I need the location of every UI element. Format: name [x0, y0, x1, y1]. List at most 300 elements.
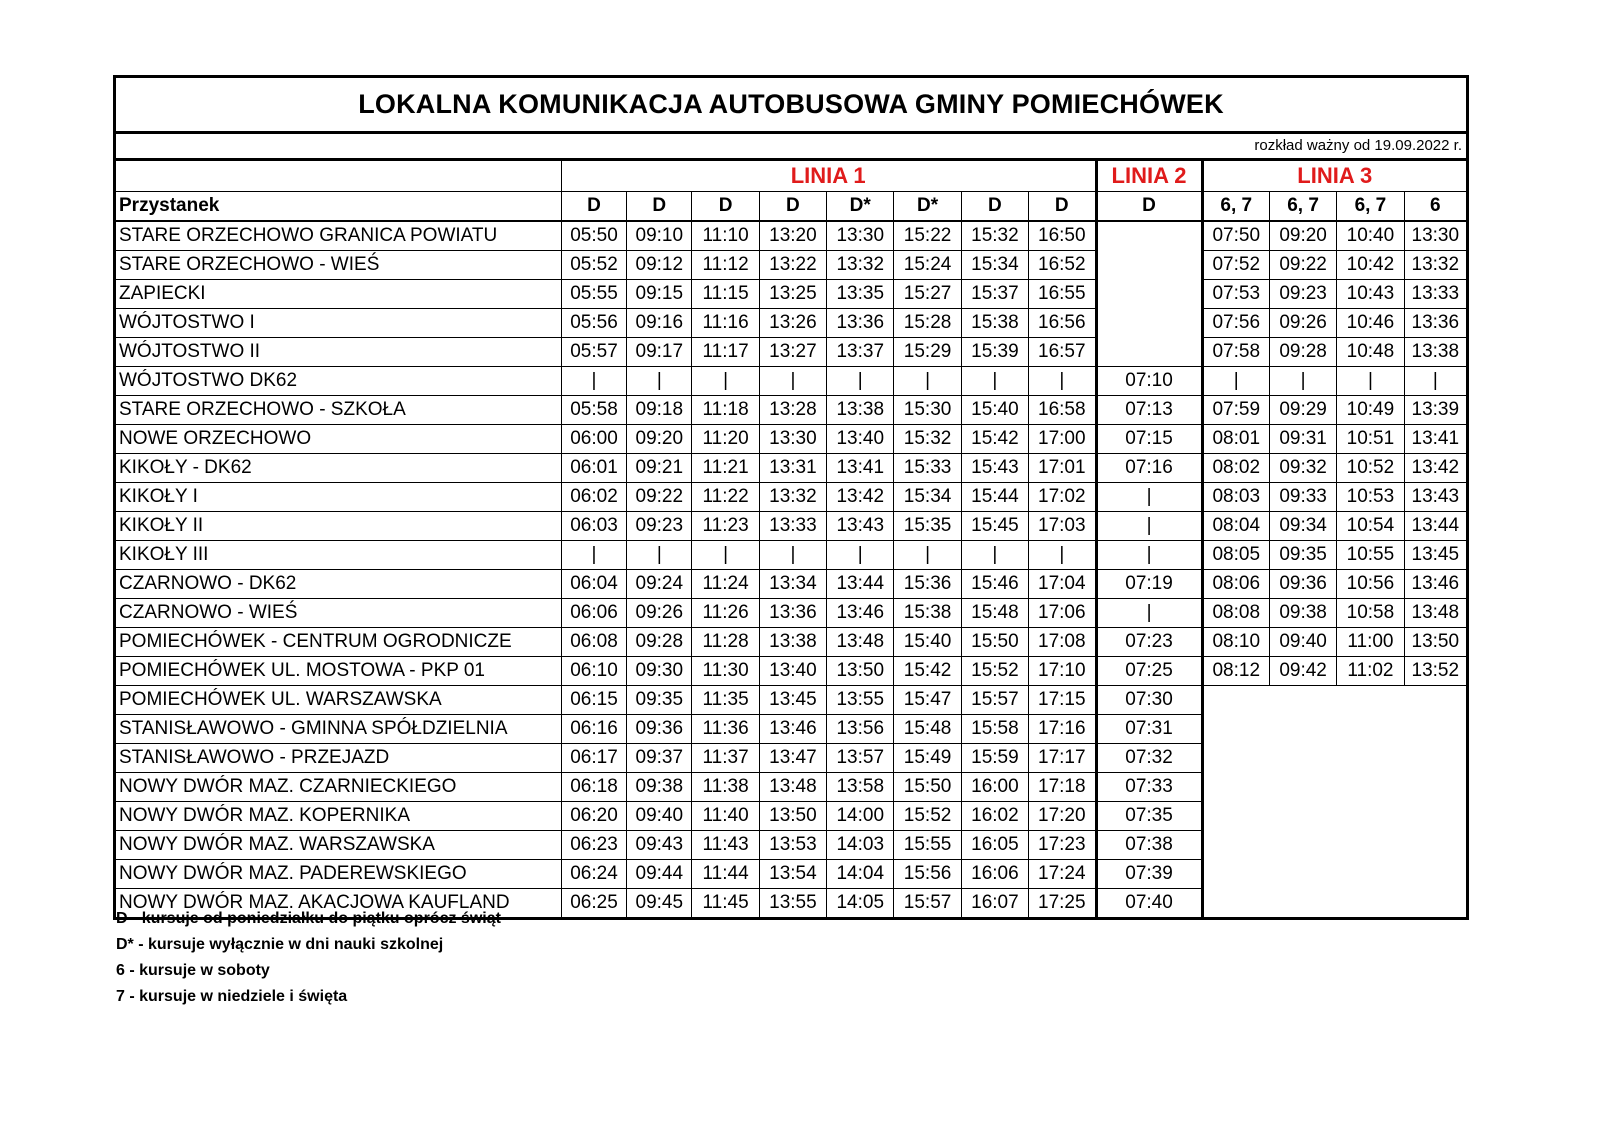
line-3-time: 09:32 [1269, 454, 1336, 483]
line-3-time: 13:36 [1404, 309, 1467, 338]
line-1-time: 09:40 [627, 802, 692, 831]
line-2-time [1096, 309, 1202, 338]
line-1-time: 13:44 [827, 570, 894, 599]
line-3-time: | [1269, 367, 1336, 396]
line-3-time: 09:28 [1269, 338, 1336, 367]
line-1-time: 09:36 [627, 715, 692, 744]
line-1-time: 11:18 [692, 396, 759, 425]
line-1-day-code: D [961, 192, 1028, 222]
line-1-time: | [561, 367, 626, 396]
line-3-time: 09:40 [1269, 628, 1336, 657]
line-3-time: 09:20 [1269, 221, 1336, 251]
line-1-time: 06:16 [561, 715, 626, 744]
line-3-time: 09:42 [1269, 657, 1336, 686]
legend-item: 6 - kursuje w soboty [116, 962, 270, 979]
line-3-time: | [1337, 367, 1404, 396]
line-1-time: 11:40 [692, 802, 759, 831]
stop-name: STARE ORZECHOWO GRANICA POWIATU [115, 221, 562, 251]
line-3-time: 09:36 [1269, 570, 1336, 599]
line-1-time: 13:28 [759, 396, 826, 425]
line-1-time: 09:26 [627, 599, 692, 628]
line-1-time: 15:36 [894, 570, 961, 599]
line-2-time: 07:10 [1096, 367, 1202, 396]
line-3-time: 08:04 [1202, 512, 1269, 541]
line-1-time: 11:16 [692, 309, 759, 338]
line-1-time: 17:08 [1029, 628, 1096, 657]
validity-note: rozkład ważny od 19.09.2022 r. [113, 131, 1469, 158]
line-1-time: 13:30 [827, 221, 894, 251]
line-1-time: 09:43 [627, 831, 692, 860]
line-1-time: 15:59 [961, 744, 1028, 773]
line-3-time: 09:34 [1269, 512, 1336, 541]
line-1-day-code: D [692, 192, 759, 222]
line-1-time: 13:35 [827, 280, 894, 309]
line-2-time: 07:40 [1096, 889, 1202, 919]
line-3-time: 10:55 [1337, 541, 1404, 570]
line-3-time: 10:42 [1337, 251, 1404, 280]
line-1-time: 11:12 [692, 251, 759, 280]
stop-row [115, 454, 1468, 483]
line-1-time: 13:57 [827, 744, 894, 773]
line-3-time: 08:10 [1202, 628, 1269, 657]
line-1-time: 06:23 [561, 831, 626, 860]
line-1-time: 17:18 [1029, 773, 1096, 802]
stop-row [115, 251, 1468, 280]
line-3-time: 13:33 [1404, 280, 1467, 309]
stop-row [115, 396, 1468, 425]
line-1-time: 15:50 [894, 773, 961, 802]
line-1-time: | [561, 541, 626, 570]
line-1-time: 05:57 [561, 338, 626, 367]
line-1-time: 11:30 [692, 657, 759, 686]
legend-item: D* - kursuje wyłącznie w dni nauki szkolnej [116, 936, 444, 953]
stop-name: KIKOŁY III [115, 541, 562, 570]
line-3-time: 13:48 [1404, 599, 1467, 628]
stop-row [115, 657, 1468, 686]
line-1-time: 06:00 [561, 425, 626, 454]
line-1-time: 11:28 [692, 628, 759, 657]
stop-name: ZAPIECKI [115, 280, 562, 309]
line-1-time: 15:48 [894, 715, 961, 744]
line-1-time: 15:33 [894, 454, 961, 483]
stop-row [115, 338, 1468, 367]
line-1-time: 13:32 [759, 483, 826, 512]
line-1-time: 17:01 [1029, 454, 1096, 483]
line-1-time: 15:42 [961, 425, 1028, 454]
line-3-time: 13:41 [1404, 425, 1467, 454]
line-1-time: 17:06 [1029, 599, 1096, 628]
line-1-time: 09:20 [627, 425, 692, 454]
line-3-time: 09:31 [1269, 425, 1336, 454]
line-2-time: 07:31 [1096, 715, 1202, 744]
line-1-time: 14:03 [827, 831, 894, 860]
line-1-time: 15:46 [961, 570, 1028, 599]
line-1-time: | [894, 367, 961, 396]
line-1-time: | [894, 541, 961, 570]
line-1-time: 17:20 [1029, 802, 1096, 831]
stop-name: POMIECHÓWEK UL. WARSZAWSKA [115, 686, 562, 715]
line-3-time: 11:02 [1337, 657, 1404, 686]
line-1-time: 15:44 [961, 483, 1028, 512]
line-1-time: 17:03 [1029, 512, 1096, 541]
line-3-time: 13:38 [1404, 338, 1467, 367]
line-1-time: 13:32 [827, 251, 894, 280]
line-3-time: 13:42 [1404, 454, 1467, 483]
line-1-time: 06:25 [561, 889, 626, 919]
line-1-time: 09:28 [627, 628, 692, 657]
line-1-time: 13:54 [759, 860, 826, 889]
line-2-time [1096, 251, 1202, 280]
line-3-time: 10:46 [1337, 309, 1404, 338]
line-1-time: 06:17 [561, 744, 626, 773]
line-1-time: 17:23 [1029, 831, 1096, 860]
line-3-time: 08:01 [1202, 425, 1269, 454]
stop-name: NOWE ORZECHOWO [115, 425, 562, 454]
line-1-time: 06:15 [561, 686, 626, 715]
line-1-time: 09:22 [627, 483, 692, 512]
line-1-time: 09:18 [627, 396, 692, 425]
stop-name: NOWY DWÓR MAZ. PADEREWSKIEGO [115, 860, 562, 889]
line-1-time: 17:00 [1029, 425, 1096, 454]
line-2-time: 07:33 [1096, 773, 1202, 802]
line-2-time: | [1096, 599, 1202, 628]
line-1-time: 13:46 [759, 715, 826, 744]
line-1-time: 09:23 [627, 512, 692, 541]
line-1-time: 17:04 [1029, 570, 1096, 599]
line-3-time: 10:51 [1337, 425, 1404, 454]
line-1-time: 16:58 [1029, 396, 1096, 425]
line-1-time: 05:56 [561, 309, 626, 338]
line-3-time: 13:32 [1404, 251, 1467, 280]
line-1-time: 13:50 [759, 802, 826, 831]
stop-row [115, 512, 1468, 541]
line-1-time: 13:55 [827, 686, 894, 715]
line-1-time: 09:16 [627, 309, 692, 338]
line-1-time: 13:22 [759, 251, 826, 280]
line-1-time: 16:56 [1029, 309, 1096, 338]
line-1-time: 13:56 [827, 715, 894, 744]
stop-row [115, 221, 1468, 251]
line-1-time: 13:53 [759, 831, 826, 860]
line-3-time: 07:50 [1202, 221, 1269, 251]
line-3-time: 10:52 [1337, 454, 1404, 483]
stop-name: STANISŁAWOWO - GMINNA SPÓŁDZIELNIA [115, 715, 562, 744]
line-header-row [115, 160, 1468, 192]
line-3-time: 08:02 [1202, 454, 1269, 483]
line-1-time: | [627, 541, 692, 570]
line-1-time: | [692, 367, 759, 396]
line-1-day-code: D [759, 192, 826, 222]
stop-name: POMIECHÓWEK UL. MOSTOWA - PKP 01 [115, 657, 562, 686]
line-1-time: 11:35 [692, 686, 759, 715]
line-1-time: 09:37 [627, 744, 692, 773]
line-1-time: 14:00 [827, 802, 894, 831]
line-1-time: 05:55 [561, 280, 626, 309]
line-1-time: 15:37 [961, 280, 1028, 309]
line-3-time: 09:26 [1269, 309, 1336, 338]
timetable [113, 158, 1469, 920]
line-1-time: 09:17 [627, 338, 692, 367]
line-3-time: | [1404, 367, 1467, 396]
line-3-time: 07:59 [1202, 396, 1269, 425]
line-1-time: 13:55 [759, 889, 826, 919]
line-1-time: 17:25 [1029, 889, 1096, 919]
line-3-time: 13:30 [1404, 221, 1467, 251]
line-3-time: 10:56 [1337, 570, 1404, 599]
line-1-time: 15:57 [961, 686, 1028, 715]
line-3-time: 07:56 [1202, 309, 1269, 338]
line-1-time: | [961, 541, 1028, 570]
line-1-time: 15:32 [961, 221, 1028, 251]
line-1-time: 09:24 [627, 570, 692, 599]
line-1-time: 15:34 [894, 483, 961, 512]
line-1-time: 16:02 [961, 802, 1028, 831]
line-1-time: 13:26 [759, 309, 826, 338]
stop-name: POMIECHÓWEK - CENTRUM OGRODNICZE [115, 628, 562, 657]
line-1-time: 09:30 [627, 657, 692, 686]
stop-name: WÓJTOSTWO DK62 [115, 367, 562, 396]
line-1-time: 13:43 [827, 512, 894, 541]
line-1-time: 14:04 [827, 860, 894, 889]
line-1-time: 13:40 [759, 657, 826, 686]
stop-name: STANISŁAWOWO - PRZEJAZD [115, 744, 562, 773]
legend-item: D - kursuje od poniedziałku do piątku oprócz świąt [116, 910, 501, 927]
line-2-time: 07:19 [1096, 570, 1202, 599]
line-1-time: 17:10 [1029, 657, 1096, 686]
line-1-time: 13:34 [759, 570, 826, 599]
line-2-time [1096, 338, 1202, 367]
line-2-time [1096, 280, 1202, 309]
stop-row [115, 483, 1468, 512]
line-1-time: 11:26 [692, 599, 759, 628]
line-2-time: 07:13 [1096, 396, 1202, 425]
line-3-time: 09:35 [1269, 541, 1336, 570]
line-1-time: 11:22 [692, 483, 759, 512]
line-3-time: 10:40 [1337, 221, 1404, 251]
line-1-time: 13:47 [759, 744, 826, 773]
line-1-time: 09:45 [627, 889, 692, 919]
stop-name: STARE ORZECHOWO - SZKOŁA [115, 396, 562, 425]
line-1-time: 06:10 [561, 657, 626, 686]
line-1-time: 15:48 [961, 599, 1028, 628]
line-1-time: 11:21 [692, 454, 759, 483]
line-3-time: 09:29 [1269, 396, 1336, 425]
stop-row [115, 686, 1468, 715]
line-1-time: 16:55 [1029, 280, 1096, 309]
line-1-time: 06:04 [561, 570, 626, 599]
stop-row [115, 280, 1468, 309]
line-1-time: 15:56 [894, 860, 961, 889]
line-1-time: | [759, 367, 826, 396]
stop-header: Przystanek [115, 192, 562, 222]
line-3-time: 07:52 [1202, 251, 1269, 280]
line-3-time: 09:33 [1269, 483, 1336, 512]
line-3-time: | [1202, 367, 1269, 396]
line-1-time: 11:24 [692, 570, 759, 599]
line-1-time: 15:38 [894, 599, 961, 628]
line-1-time: 13:58 [827, 773, 894, 802]
stop-name: CZARNOWO - DK62 [115, 570, 562, 599]
line-1-time: 17:24 [1029, 860, 1096, 889]
line-1-time: 14:05 [827, 889, 894, 919]
line-3-label: LINIA 3 [1202, 160, 1467, 192]
line-2-time: | [1096, 541, 1202, 570]
line-1-time: 13:37 [827, 338, 894, 367]
stop-name: STARE ORZECHOWO - WIEŚ [115, 251, 562, 280]
line-1-time: 11:43 [692, 831, 759, 860]
line-3-time: 13:46 [1404, 570, 1467, 599]
line-1-time: 09:38 [627, 773, 692, 802]
line-1-time: 15:43 [961, 454, 1028, 483]
line-1-time: | [827, 541, 894, 570]
line-1-time: 13:48 [759, 773, 826, 802]
line-2-time: 07:38 [1096, 831, 1202, 860]
line-3-time: 10:43 [1337, 280, 1404, 309]
line-2-time: 07:30 [1096, 686, 1202, 715]
line-1-time: 09:21 [627, 454, 692, 483]
line-2-label: LINIA 2 [1096, 160, 1202, 192]
line-2-time: 07:16 [1096, 454, 1202, 483]
stop-row [115, 599, 1468, 628]
stop-name: NOWY DWÓR MAZ. KOPERNIKA [115, 802, 562, 831]
line-1-time: 17:02 [1029, 483, 1096, 512]
line-1-time: 16:50 [1029, 221, 1096, 251]
line-3-time: 13:52 [1404, 657, 1467, 686]
line-1-day-code: D* [894, 192, 961, 222]
line-1-time: 11:15 [692, 280, 759, 309]
line-1-time: | [827, 367, 894, 396]
line-1-time: 15:50 [961, 628, 1028, 657]
line-3-day-code: 6, 7 [1202, 192, 1269, 222]
line-1-time: 15:34 [961, 251, 1028, 280]
line-3-time: 09:23 [1269, 280, 1336, 309]
line-1-time: 15:40 [961, 396, 1028, 425]
line-1-day-code: D [561, 192, 626, 222]
line-1-time: 15:42 [894, 657, 961, 686]
line-1-time: 15:27 [894, 280, 961, 309]
line-3-time: 08:06 [1202, 570, 1269, 599]
line-1-time: 13:50 [827, 657, 894, 686]
line-2-time: | [1096, 512, 1202, 541]
line-2-time: 07:32 [1096, 744, 1202, 773]
stop-name: KIKOŁY - DK62 [115, 454, 562, 483]
stop-name: NOWY DWÓR MAZ. WARSZAWSKA [115, 831, 562, 860]
line-3-time: 07:53 [1202, 280, 1269, 309]
line-1-time: 15:45 [961, 512, 1028, 541]
line-1-time: 09:44 [627, 860, 692, 889]
line-3-time: 08:08 [1202, 599, 1269, 628]
stop-name: WÓJTOSTWO I [115, 309, 562, 338]
line-3-time: 13:43 [1404, 483, 1467, 512]
line-3-time: 13:44 [1404, 512, 1467, 541]
line-2-time: 07:39 [1096, 860, 1202, 889]
line-3-time: 13:45 [1404, 541, 1467, 570]
line-1-time: 11:38 [692, 773, 759, 802]
stop-name: WÓJTOSTWO II [115, 338, 562, 367]
line-1-day-code: D [627, 192, 692, 222]
line-1-time: 15:52 [894, 802, 961, 831]
line-3-time: 11:00 [1337, 628, 1404, 657]
line-1-time: 16:06 [961, 860, 1028, 889]
timetable-sheet [113, 75, 1469, 920]
line-3-time: 08:12 [1202, 657, 1269, 686]
line-1-time: 11:23 [692, 512, 759, 541]
line-1-time: 15:30 [894, 396, 961, 425]
line-3-time: 10:54 [1337, 512, 1404, 541]
stop-row [115, 425, 1468, 454]
stop-name: KIKOŁY II [115, 512, 562, 541]
line-2-time: 07:15 [1096, 425, 1202, 454]
line-1-time: | [627, 367, 692, 396]
line-1-time: 11:10 [692, 221, 759, 251]
line-1-time: 09:15 [627, 280, 692, 309]
line-1-time: 05:50 [561, 221, 626, 251]
line-3-day-code: 6, 7 [1337, 192, 1404, 222]
line-2-time: 07:35 [1096, 802, 1202, 831]
line-1-time: 06:08 [561, 628, 626, 657]
line-1-time: 13:38 [759, 628, 826, 657]
line-1-time: 09:12 [627, 251, 692, 280]
line-2-day-code: D [1096, 192, 1202, 222]
line-1-time: 13:45 [759, 686, 826, 715]
line-1-time: 16:05 [961, 831, 1028, 860]
stop-name: CZARNOWO - WIEŚ [115, 599, 562, 628]
line-3-time: 07:58 [1202, 338, 1269, 367]
stop-name: NOWY DWÓR MAZ. AKACJOWA KAUFLAND [115, 889, 562, 919]
stop-row [115, 541, 1468, 570]
line-1-time: 13:42 [827, 483, 894, 512]
line-1-time: 15:52 [961, 657, 1028, 686]
line-1-time: 15:32 [894, 425, 961, 454]
line-1-label: LINIA 1 [561, 160, 1096, 192]
stop-row [115, 628, 1468, 657]
line-3-time: 10:53 [1337, 483, 1404, 512]
line-1-time: 11:44 [692, 860, 759, 889]
line-1-time: 13:41 [827, 454, 894, 483]
column-header-row [115, 192, 1468, 222]
line-1-time: 15:55 [894, 831, 961, 860]
line-1-time: 16:00 [961, 773, 1028, 802]
line-1-time: 11:45 [692, 889, 759, 919]
line-2-time: 07:25 [1096, 657, 1202, 686]
line-1-time: 15:29 [894, 338, 961, 367]
line-3-time: 13:39 [1404, 396, 1467, 425]
line-3-day-code: 6, 7 [1269, 192, 1336, 222]
line-1-time: 15:38 [961, 309, 1028, 338]
line-1-time: 16:57 [1029, 338, 1096, 367]
stop-row [115, 367, 1468, 396]
line-1-time: | [759, 541, 826, 570]
line-1-time: 06:01 [561, 454, 626, 483]
line-1-time: 09:10 [627, 221, 692, 251]
line-1-time: 13:48 [827, 628, 894, 657]
line-1-time: 09:35 [627, 686, 692, 715]
line-3-time: 13:50 [1404, 628, 1467, 657]
stop-name: NOWY DWÓR MAZ. CZARNIECKIEGO [115, 773, 562, 802]
line-1-time: 13:36 [827, 309, 894, 338]
line-1-time: 15:35 [894, 512, 961, 541]
line-3-time: 10:58 [1337, 599, 1404, 628]
empty-corner [115, 160, 562, 192]
line-3-time: 08:03 [1202, 483, 1269, 512]
line-1-time: 15:49 [894, 744, 961, 773]
line-1-time: 17:17 [1029, 744, 1096, 773]
line-1-time: 15:40 [894, 628, 961, 657]
line-1-time: 15:57 [894, 889, 961, 919]
line-1-time: | [1029, 367, 1096, 396]
line-1-time: | [961, 367, 1028, 396]
line-1-time: 13:38 [827, 396, 894, 425]
